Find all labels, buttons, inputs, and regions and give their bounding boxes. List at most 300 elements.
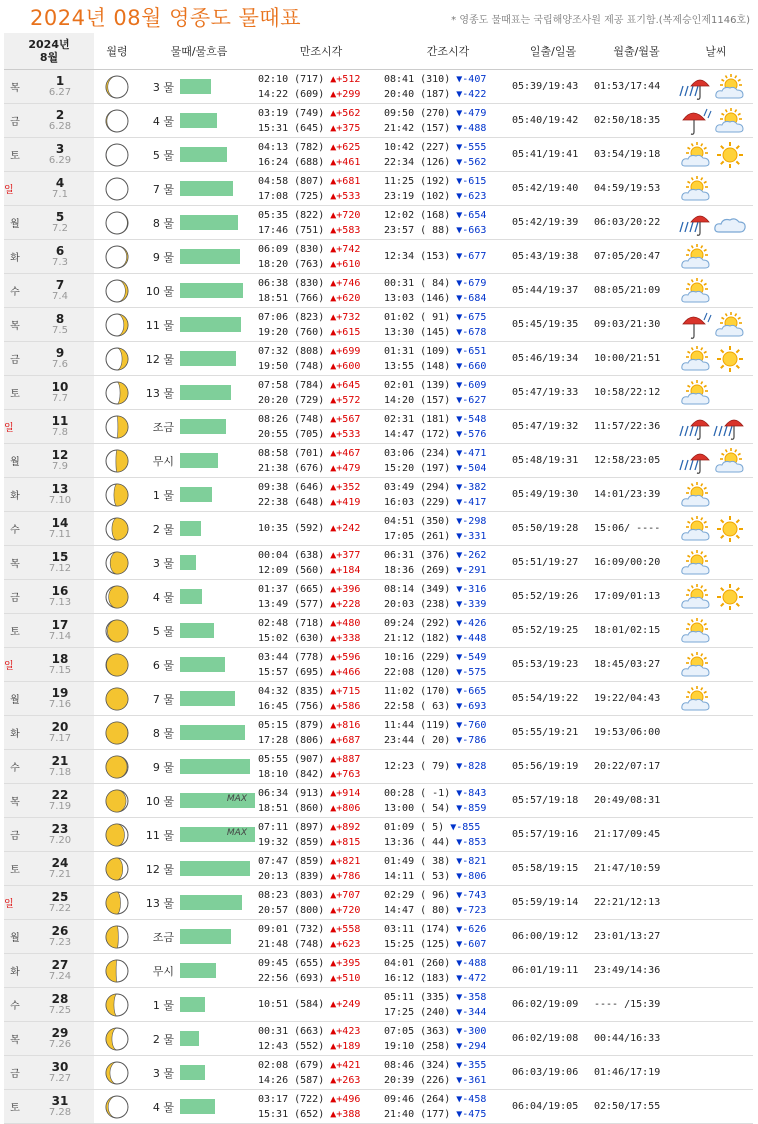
high-tide-time: 12:43 (552) xyxy=(258,1040,325,1052)
low-tide-fall: ▼-331 xyxy=(456,530,487,542)
high-tide-line xyxy=(258,72,384,87)
moon-phase-cell xyxy=(94,988,140,1022)
low-tide-fall: ▼-677 xyxy=(456,251,487,262)
lunar-date: 7.23 xyxy=(48,936,72,948)
high-tide-line xyxy=(258,427,384,442)
low-tide-time: 14:47 (172) xyxy=(384,428,451,440)
sunrise-sunset-cell: 05:45/19:35 xyxy=(512,308,594,342)
tide-cell xyxy=(140,376,258,410)
lunar-date: 7.11 xyxy=(48,528,72,540)
high-tide-time: 06:38 (830) xyxy=(258,277,325,289)
sunrise-sunset-cell: 05:40/19:42 xyxy=(512,104,594,138)
weekday-cell: 토 xyxy=(4,1090,26,1124)
low-tide-line xyxy=(384,733,512,748)
low-tide-fall: ▼-678 xyxy=(456,326,487,338)
tide-name: 3 물 xyxy=(152,1066,174,1080)
low-tide-time: 09:50 (270) xyxy=(384,107,451,119)
moonrise-moonset-cell: ---- /15:39 xyxy=(594,988,679,1022)
low-tide-line xyxy=(384,208,512,223)
high-tide-line xyxy=(258,242,384,257)
high-tide-cell xyxy=(258,886,384,920)
low-tide-fall: ▼-828 xyxy=(456,761,487,772)
tide-name: 6 물 xyxy=(152,658,174,672)
high-tide-rise: ▲+466 xyxy=(330,666,361,678)
sunrise-sunset-cell: 05:50/19:28 xyxy=(512,512,594,546)
high-tide-line xyxy=(258,291,384,306)
low-tide-fall: ▼-665 xyxy=(456,685,487,697)
lunar-date: 6.27 xyxy=(48,86,72,98)
high-tide-rise: ▲+786 xyxy=(330,870,361,882)
moon-phase-icon xyxy=(104,822,130,848)
high-tide-rise: ▲+242 xyxy=(330,523,361,534)
solar-day: 12 xyxy=(51,447,69,462)
low-tide-time: 16:03 (229) xyxy=(384,496,451,508)
low-tide-cell xyxy=(384,920,512,954)
moonrise-moonset-cell: 20:49/08:31 xyxy=(594,784,679,818)
high-tide-time: 14:26 (587) xyxy=(258,1074,325,1086)
table-row xyxy=(4,1022,753,1056)
weekday-cell: 화 xyxy=(4,716,26,750)
high-tide-rise: ▲+419 xyxy=(330,496,361,508)
high-tide-cell xyxy=(258,240,384,274)
tide-cell xyxy=(140,1022,258,1056)
moon-phase-icon xyxy=(104,618,130,644)
weekday-cell: 목 xyxy=(4,784,26,818)
low-tide-fall: ▼-853 xyxy=(456,836,487,848)
high-tide-rise: ▲+512 xyxy=(330,73,361,85)
high-tide-cell xyxy=(258,784,384,818)
high-tide-line xyxy=(258,155,384,170)
high-tide-line xyxy=(258,1092,384,1107)
high-tide-line xyxy=(258,733,384,748)
moonrise-moonset-cell: 09:03/21:30 xyxy=(594,308,679,342)
sunny-icon xyxy=(713,140,747,170)
high-tide-time: 21:38 (676) xyxy=(258,462,325,474)
low-tide-line xyxy=(384,446,512,461)
high-tide-line xyxy=(258,344,384,359)
moon-phase-icon xyxy=(104,788,130,814)
high-tide-line xyxy=(258,106,384,121)
tide-cell xyxy=(140,716,258,750)
moonrise-moonset-cell: 23:01/13:27 xyxy=(594,920,679,954)
tide-cell xyxy=(140,784,258,818)
high-tide-line xyxy=(258,378,384,393)
high-tide-time: 17:28 (806) xyxy=(258,734,325,746)
max-tide-label: MAX xyxy=(226,828,247,838)
solar-day: 21 xyxy=(51,753,69,768)
high-tide-line xyxy=(258,140,384,155)
tide-cell xyxy=(140,172,258,206)
tide-strength-bar xyxy=(180,79,211,94)
high-tide-rise: ▲+596 xyxy=(330,651,361,663)
lunar-date: 7.14 xyxy=(48,630,72,642)
sunrise-sunset-cell: 06:01/19:11 xyxy=(512,954,594,988)
high-tide-rise: ▲+558 xyxy=(330,923,361,935)
high-tide-time: 15:31 (652) xyxy=(258,1108,325,1120)
high-tide-line xyxy=(258,276,384,291)
low-tide-cell xyxy=(384,852,512,886)
high-tide-rise: ▲+586 xyxy=(330,700,361,712)
low-tide-time: 16:12 (183) xyxy=(384,972,451,984)
tide-name: 조금 xyxy=(152,930,174,944)
high-tide-time: 15:02 (630) xyxy=(258,632,325,644)
sunrise-sunset-cell: 05:54/19:22 xyxy=(512,682,594,716)
tide-body xyxy=(4,70,753,1124)
lunar-date: 7.1 xyxy=(52,188,68,200)
solar-day: 7 xyxy=(55,277,65,292)
tide-cell xyxy=(140,206,258,240)
low-tide-line xyxy=(384,631,512,646)
low-tide-line xyxy=(384,616,512,631)
tide-name: 3 물 xyxy=(152,80,174,94)
high-tide-line xyxy=(258,903,384,918)
low-tide-time: 22:08 (120) xyxy=(384,666,451,678)
low-tide-fall: ▼-355 xyxy=(456,1059,487,1071)
low-tide-time: 23:19 (102) xyxy=(384,190,451,202)
low-tide-line xyxy=(384,514,512,529)
weekday-cell: 월 xyxy=(4,444,26,478)
table-row xyxy=(4,682,753,716)
moonrise-moonset-cell: 06:03/20:22 xyxy=(594,206,679,240)
lunar-date: 7.17 xyxy=(48,732,72,744)
high-tide-rise: ▲+623 xyxy=(330,938,361,950)
high-tide-rise: ▲+467 xyxy=(330,447,361,459)
solar-day: 18 xyxy=(51,651,69,666)
high-tide-cell xyxy=(258,342,384,376)
high-tide-time: 16:24 (688) xyxy=(258,156,325,168)
solar-day: 25 xyxy=(51,889,69,904)
high-tide-cell xyxy=(258,852,384,886)
weekday-cell: 화 xyxy=(4,478,26,512)
low-tide-time: 12:02 (168) xyxy=(384,209,451,221)
tide-cell xyxy=(140,444,258,478)
high-tide-cell xyxy=(258,376,384,410)
moon-phase-icon xyxy=(104,448,130,474)
weekday-cell: 목 xyxy=(4,308,26,342)
tide-strength-bar xyxy=(180,1099,215,1114)
date-cell xyxy=(26,784,94,818)
moonrise-moonset-cell: 01:53/17:44 xyxy=(594,70,679,104)
high-tide-rise: ▲+732 xyxy=(330,311,361,323)
date-cell xyxy=(26,70,94,104)
tide-cell xyxy=(140,342,258,376)
moon-phase-icon xyxy=(104,720,130,746)
low-tide-time: 21:40 (177) xyxy=(384,1108,451,1120)
cloudy-icon xyxy=(713,208,747,238)
date-cell xyxy=(26,580,94,614)
date-cell xyxy=(26,614,94,648)
low-tide-time: 12:34 (153) xyxy=(384,251,451,262)
high-tide-time: 02:10 (717) xyxy=(258,73,325,85)
low-tide-line xyxy=(384,87,512,102)
high-tide-rise: ▲+338 xyxy=(330,632,361,644)
high-tide-time: 16:45 (756) xyxy=(258,700,325,712)
date-cell xyxy=(26,1090,94,1124)
tide-strength-bar xyxy=(180,963,216,978)
weather-cell xyxy=(679,920,753,954)
low-tide-time: 05:11 (335) xyxy=(384,991,451,1003)
high-tide-rise: ▲+720 xyxy=(330,904,361,916)
high-tide-time: 09:45 (655) xyxy=(258,957,325,969)
low-tide-time: 19:10 (258) xyxy=(384,1040,451,1052)
sunrise-sunset-cell: 05:49/19:30 xyxy=(512,478,594,512)
low-tide-line xyxy=(384,1039,512,1054)
lunar-date: 7.19 xyxy=(48,800,72,812)
moonrise-moonset-cell: 10:58/22:12 xyxy=(594,376,679,410)
lunar-date: 7.10 xyxy=(48,494,72,506)
date-cell xyxy=(26,1022,94,1056)
low-tide-line xyxy=(384,835,512,850)
low-tide-line xyxy=(384,903,512,918)
weekday-cell: 토 xyxy=(4,376,26,410)
moon-phase-cell xyxy=(94,1022,140,1056)
low-tide-line xyxy=(384,971,512,986)
high-tide-cell xyxy=(258,988,384,1022)
low-tide-cell xyxy=(384,444,512,478)
high-tide-time: 05:15 (879) xyxy=(258,719,325,731)
lunar-date: 7.21 xyxy=(48,868,72,880)
title-bar xyxy=(0,0,758,34)
low-tide-line xyxy=(384,325,512,340)
low-tide-time: 00:31 ( 84) xyxy=(384,277,451,289)
high-tide-line xyxy=(258,922,384,937)
low-tide-line xyxy=(384,223,512,238)
weather-cell xyxy=(679,750,753,784)
high-tide-cell xyxy=(258,70,384,104)
low-tide-time: 17:25 (240) xyxy=(384,1006,451,1018)
low-tide-fall: ▼-426 xyxy=(456,617,487,629)
column-header-high-tide: 만조시각 xyxy=(258,33,384,70)
low-tide-time: 08:41 (310) xyxy=(384,73,451,85)
moonrise-moonset-cell: 15:06/ ---- xyxy=(594,512,679,546)
high-tide-line xyxy=(258,310,384,325)
tide-name: 1 물 xyxy=(152,998,174,1012)
rain-icon xyxy=(679,412,713,442)
tide-name: 3 물 xyxy=(152,556,174,570)
low-tide-line xyxy=(384,1005,512,1020)
table-row xyxy=(4,852,753,886)
sunrise-sunset-cell: 05:58/19:15 xyxy=(512,852,594,886)
date-cell xyxy=(26,444,94,478)
high-tide-time: 05:35 (822) xyxy=(258,209,325,221)
weather-cell xyxy=(679,1056,753,1090)
high-tide-time: 18:20 (763) xyxy=(258,258,325,270)
low-tide-fall: ▼-382 xyxy=(456,481,487,493)
low-tide-line xyxy=(384,72,512,87)
low-tide-fall: ▼-651 xyxy=(456,345,487,357)
high-tide-time: 15:31 (645) xyxy=(258,122,325,134)
high-tide-cell xyxy=(258,1056,384,1090)
partly-cloudy-icon xyxy=(679,480,713,510)
low-tide-time: 04:51 (350) xyxy=(384,515,451,527)
high-tide-rise: ▲+763 xyxy=(330,768,361,780)
tide-cell xyxy=(140,104,258,138)
umbrella-icon xyxy=(679,106,713,136)
low-tide-line xyxy=(384,249,512,264)
date-cell xyxy=(26,308,94,342)
partly-cloudy-icon xyxy=(679,582,713,612)
moon-phase-icon xyxy=(104,550,130,576)
partly-cloudy-icon xyxy=(679,276,713,306)
tide-name: 조금 xyxy=(152,420,174,434)
low-tide-cell xyxy=(384,750,512,784)
date-cell xyxy=(26,512,94,546)
low-tide-fall: ▼-575 xyxy=(456,666,487,678)
low-tide-line xyxy=(384,189,512,204)
tide-strength-bar xyxy=(180,113,217,128)
high-tide-time: 18:10 (842) xyxy=(258,768,325,780)
high-tide-line xyxy=(258,786,384,801)
low-tide-time: 10:42 (227) xyxy=(384,141,451,153)
high-tide-time: 04:32 (835) xyxy=(258,685,325,697)
column-header-weather: 날씨 xyxy=(679,33,753,70)
low-tide-fall: ▼-339 xyxy=(456,598,487,610)
low-tide-line xyxy=(384,1024,512,1039)
weekday-cell: 화 xyxy=(4,240,26,274)
high-tide-line xyxy=(258,223,384,238)
moon-phase-icon xyxy=(104,142,130,168)
high-tide-rise: ▲+479 xyxy=(330,462,361,474)
low-tide-fall: ▼-843 xyxy=(456,787,487,799)
tide-cell xyxy=(140,580,258,614)
high-tide-cell xyxy=(258,172,384,206)
low-tide-time: 13:30 (145) xyxy=(384,326,451,338)
low-tide-time: 02:29 ( 96) xyxy=(384,889,451,901)
moon-phase-cell xyxy=(94,172,140,206)
moon-phase-icon xyxy=(104,244,130,270)
high-tide-time: 13:49 (577) xyxy=(258,598,325,610)
high-tide-cell xyxy=(258,410,384,444)
weekday-cell: 수 xyxy=(4,274,26,308)
low-tide-line xyxy=(384,393,512,408)
low-tide-time: 15:20 (197) xyxy=(384,462,451,474)
moon-phase-icon xyxy=(104,1094,130,1120)
sunrise-sunset-cell: 05:51/19:27 xyxy=(512,546,594,580)
tide-cell xyxy=(140,512,258,546)
moon-phase-icon xyxy=(104,482,130,508)
low-tide-time: 13:03 (146) xyxy=(384,292,451,304)
low-tide-fall: ▼-821 xyxy=(456,855,487,867)
tide-name: 2 물 xyxy=(152,522,174,536)
low-tide-time: 03:11 (174) xyxy=(384,923,451,935)
high-tide-line xyxy=(258,854,384,869)
date-cell xyxy=(26,274,94,308)
low-tide-fall: ▼-422 xyxy=(456,88,487,100)
tide-strength-bar xyxy=(180,215,238,230)
high-tide-line xyxy=(258,548,384,563)
weather-cell xyxy=(679,716,753,750)
tide-cell xyxy=(140,750,258,784)
low-tide-fall: ▼-298 xyxy=(456,515,487,527)
low-tide-fall: ▼-472 xyxy=(456,972,487,984)
low-tide-line xyxy=(384,922,512,937)
lunar-date: 7.18 xyxy=(48,766,72,778)
weather-cell xyxy=(679,172,753,206)
table-row xyxy=(4,512,753,546)
low-tide-fall: ▼-361 xyxy=(456,1074,487,1086)
low-tide-fall: ▼-760 xyxy=(456,719,487,731)
low-tide-line xyxy=(384,582,512,597)
high-tide-line xyxy=(258,631,384,646)
high-tide-time: 02:08 (679) xyxy=(258,1059,325,1071)
sunrise-sunset-cell: 05:53/19:23 xyxy=(512,648,594,682)
table-row xyxy=(4,580,753,614)
high-tide-time: 22:38 (648) xyxy=(258,496,325,508)
high-tide-rise: ▲+645 xyxy=(330,379,361,391)
moon-phase-icon xyxy=(104,924,130,950)
moon-phase-icon xyxy=(104,652,130,678)
partly-cloudy-icon xyxy=(679,514,713,544)
high-tide-cell xyxy=(258,716,384,750)
high-tide-line xyxy=(258,257,384,272)
high-tide-cell xyxy=(258,274,384,308)
table-row xyxy=(4,546,753,580)
tide-strength-bar xyxy=(180,691,235,706)
low-tide-time: 07:05 (363) xyxy=(384,1025,451,1037)
partly-cloudy-icon xyxy=(679,684,713,714)
low-tide-line xyxy=(384,529,512,544)
tide-strength-bar xyxy=(180,1031,199,1046)
low-tide-line xyxy=(384,786,512,801)
solar-day: 4 xyxy=(55,175,65,190)
low-tide-line xyxy=(384,344,512,359)
high-tide-line xyxy=(258,767,384,782)
high-tide-line xyxy=(258,956,384,971)
low-tide-fall: ▼-358 xyxy=(456,991,487,1003)
sunrise-sunset-cell: 05:57/19:18 xyxy=(512,784,594,818)
high-tide-cell xyxy=(258,920,384,954)
weather-cell xyxy=(679,410,753,444)
weather-cell xyxy=(679,444,753,478)
low-tide-cell xyxy=(384,886,512,920)
tide-strength-bar xyxy=(180,725,245,740)
high-tide-rise: ▲+496 xyxy=(330,1093,361,1105)
tide-strength-bar xyxy=(180,249,240,264)
tide-strength-bar xyxy=(180,419,226,434)
tide-name: 4 물 xyxy=(152,1100,174,1114)
weekday-cell: 수 xyxy=(4,512,26,546)
moonrise-moonset-cell: 10:00/21:51 xyxy=(594,342,679,376)
tide-cell xyxy=(140,614,258,648)
high-tide-rise: ▲+377 xyxy=(330,549,361,561)
rain-icon xyxy=(679,208,713,238)
header-month: 8월 xyxy=(39,51,59,64)
column-header-moon-phase: 월령 xyxy=(94,33,140,70)
low-tide-time: 01:31 (109) xyxy=(384,345,451,357)
low-tide-time: 14:47 ( 80) xyxy=(384,904,451,916)
low-tide-fall: ▼-291 xyxy=(456,564,487,576)
rain-icon xyxy=(679,446,713,476)
weather-cell xyxy=(679,682,753,716)
solar-day: 10 xyxy=(51,379,69,394)
high-tide-rise: ▲+396 xyxy=(330,583,361,595)
date-cell xyxy=(26,172,94,206)
sunny-icon xyxy=(713,514,747,544)
date-cell xyxy=(26,206,94,240)
weather-cell xyxy=(679,648,753,682)
tide-cell xyxy=(140,138,258,172)
low-tide-time: 03:06 (234) xyxy=(384,447,451,459)
moon-phase-cell xyxy=(94,818,140,852)
high-tide-rise: ▲+887 xyxy=(330,753,361,765)
partly-cloudy-icon xyxy=(679,378,713,408)
high-tide-line xyxy=(258,1024,384,1039)
high-tide-cell xyxy=(258,1090,384,1124)
table-row xyxy=(4,172,753,206)
low-tide-fall: ▼-627 xyxy=(456,394,487,406)
low-tide-cell xyxy=(384,240,512,274)
weather-cell xyxy=(679,478,753,512)
